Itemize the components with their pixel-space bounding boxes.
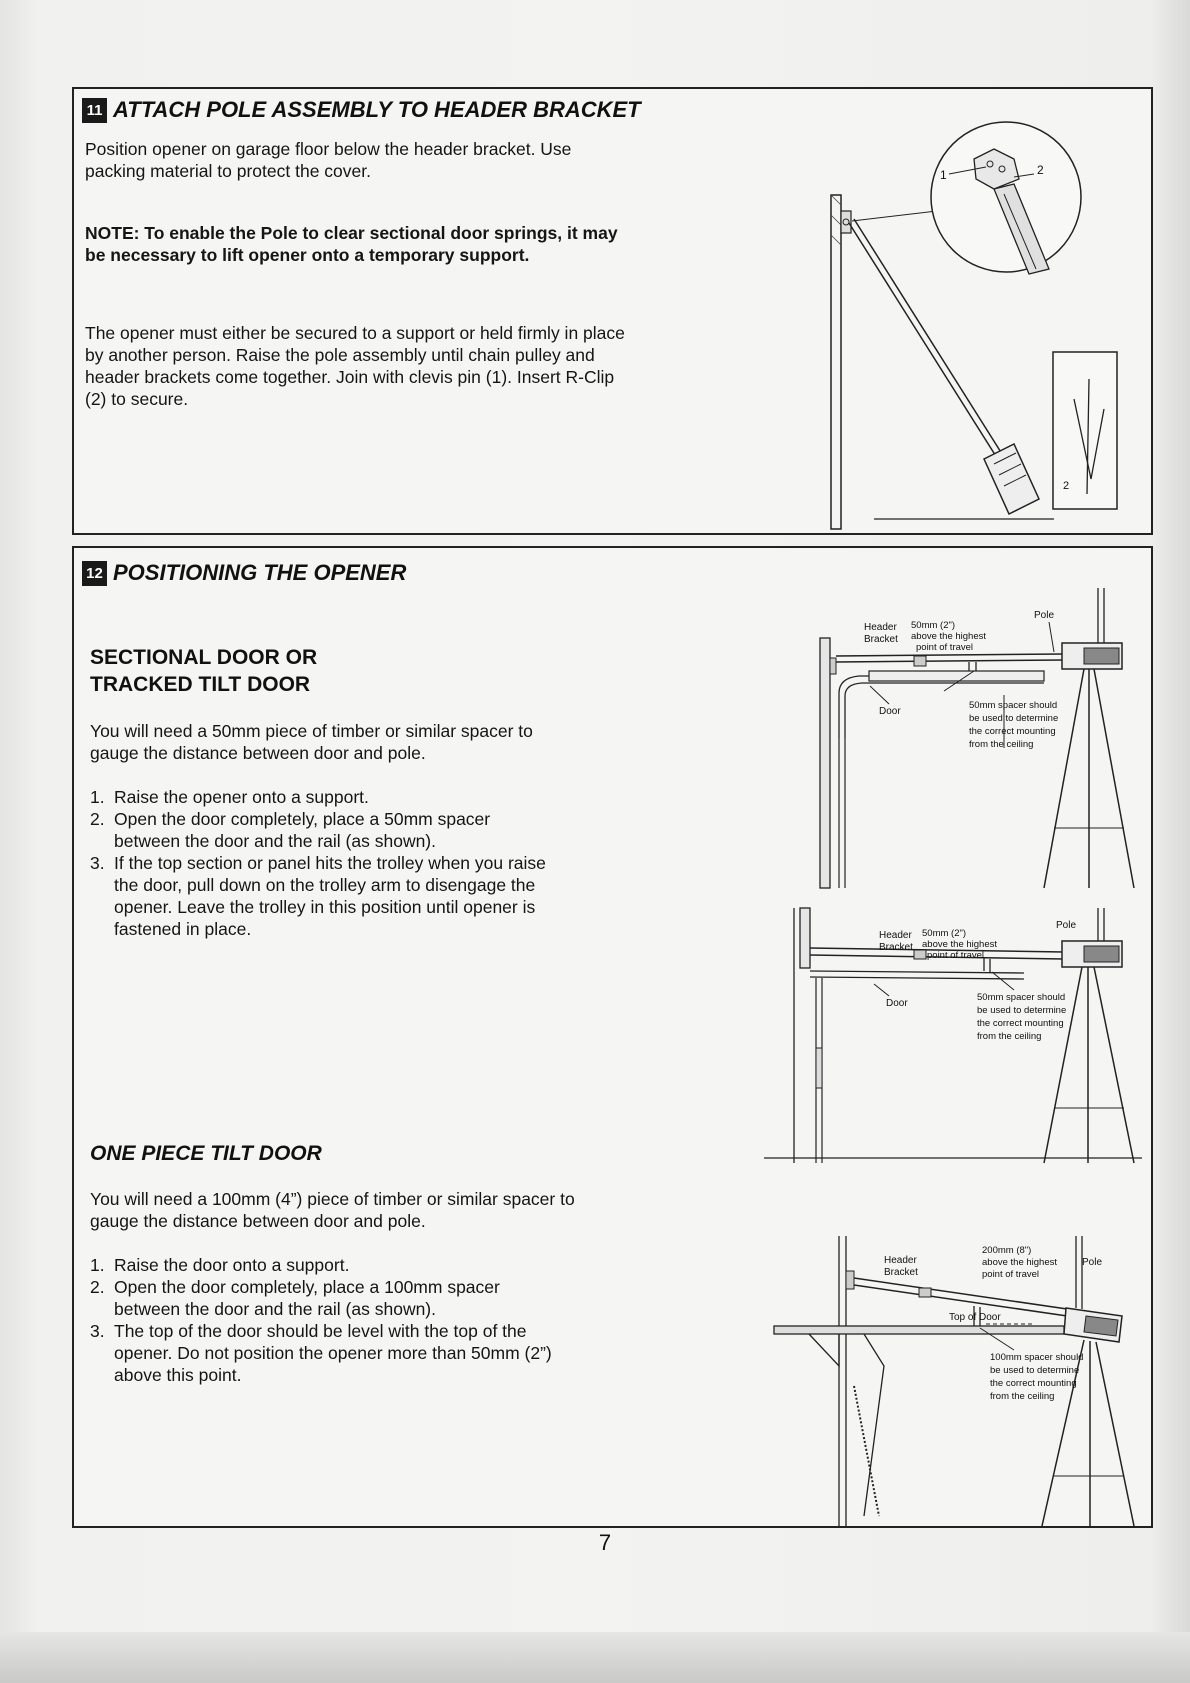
list-item: 2. Open the door completely, place a 50mm spacer between the door and the rail (as shown). xyxy=(90,809,491,851)
section-11-paragraph-2: The opener must either be secured to a support or held firmly in place by another person. Raise the pole assembly until chain pulley and header brackets come together. Join with clevis pin (1). Insert R-Clip (2) to secure. xyxy=(85,323,625,409)
step-number-badge: 11 xyxy=(82,98,107,123)
sectional-door-diagram xyxy=(744,588,1144,888)
svg-text:the correct mounting: the correct mounting xyxy=(990,1378,1077,1389)
detail-circle xyxy=(931,122,1081,274)
svg-text:the correct mounting: the correct mounting xyxy=(969,726,1056,737)
trolley xyxy=(914,656,926,666)
label-bracket: Bracket xyxy=(879,942,913,953)
label-header: Header xyxy=(884,1255,917,1266)
one-piece-tilt-door-diagram xyxy=(724,1236,1144,1526)
one-piece-door-heading: ONE PIECE TILT DOOR xyxy=(90,1142,322,1165)
wall-section xyxy=(831,195,841,529)
label-dimension: 50mm (2") xyxy=(911,620,956,631)
door-panel xyxy=(869,671,1044,681)
step-number-badge: 12 xyxy=(82,561,107,586)
header-bracket xyxy=(846,1271,854,1289)
list-item: 1. Raise the opener onto a support. xyxy=(90,787,369,807)
page-number: 7 xyxy=(598,1530,612,1555)
svg-text:from the ceiling: from the ceiling xyxy=(977,1031,1042,1042)
label-spacer: 50mm spacer should xyxy=(977,992,1066,1003)
section-positioning-opener xyxy=(72,546,1153,1528)
svg-text:from the ceiling: from the ceiling xyxy=(969,739,1034,750)
opener-unit xyxy=(1062,643,1122,669)
scan-shadow xyxy=(0,1632,1190,1683)
section-11-paragraph-1: Position opener on garage floor below the header bracket. Use packing material to protect the cover. xyxy=(85,139,572,181)
svg-text:above the highest: above the highest xyxy=(922,939,998,950)
label-bracket: Bracket xyxy=(884,1267,918,1278)
svg-text:above the highest: above the highest xyxy=(911,631,987,642)
list-item: 3. If the top section or panel hits the trolley when you raise the door, pull down on the trolley arm to disengage the opener. Leave the trolley in this position until opener is fastened in place. xyxy=(90,853,546,939)
label-dimension: 50mm (2") xyxy=(922,928,967,939)
one-piece-steps xyxy=(90,1254,560,1386)
label-pole: Pole xyxy=(1056,920,1077,931)
rail xyxy=(854,1278,1074,1310)
callout-1: 1 xyxy=(940,168,947,182)
door-arm xyxy=(809,1334,839,1366)
section-11-title: ATTACH POLE ASSEMBLY TO HEADER BRACKET xyxy=(113,97,641,122)
label-header: Header xyxy=(879,930,912,941)
svg-text:be used to determine: be used to determine xyxy=(969,713,1059,724)
opener-unit xyxy=(1064,1308,1122,1342)
label-spacer: 50mm spacer should xyxy=(969,700,1058,711)
svg-text:be used to determine: be used to determine xyxy=(977,1005,1067,1016)
svg-text:point of travel: point of travel xyxy=(916,642,974,653)
header-bracket xyxy=(830,658,836,674)
svg-text:from the ceiling: from the ceiling xyxy=(990,1391,1055,1402)
section-12-heading xyxy=(82,560,406,586)
svg-text:point of travel: point of travel xyxy=(982,1269,1040,1280)
label-top-of-door: Top of Door xyxy=(949,1312,1001,1323)
rail xyxy=(836,654,1064,656)
callout-2: 2 xyxy=(1037,163,1044,177)
inset-label-2: 2 xyxy=(1063,480,1070,492)
door-panel xyxy=(774,1326,1064,1334)
label-pole: Pole xyxy=(1034,610,1055,621)
pole-assembly-diagram xyxy=(694,119,1149,529)
list-item: 1. Raise the door onto a support. xyxy=(90,1255,350,1275)
label-door: Door xyxy=(886,998,908,1009)
r-clip-inset xyxy=(1053,352,1117,509)
label-header: Header xyxy=(864,622,897,633)
sectional-intro: You will need a 50mm piece of timber or similar spacer to gauge the distance between door and pole. xyxy=(90,721,533,763)
sectional-steps xyxy=(90,786,560,940)
label-door: Door xyxy=(879,706,901,717)
tracked-tilt-door-diagram xyxy=(724,908,1144,1168)
sectional-door-heading: SECTIONAL DOOR OR TRACKED TILT DOOR xyxy=(90,646,318,696)
section-12-title: POSITIONING THE OPENER xyxy=(113,560,407,585)
label-pole: Pole xyxy=(1082,1257,1103,1268)
svg-text:the correct mounting: the correct mounting xyxy=(977,1018,1064,1029)
label-spacer: 100mm spacer should xyxy=(990,1352,1084,1363)
list-item: 2. Open the door completely, place a 100mm spacer between the door and the rail (as shown). xyxy=(90,1277,500,1319)
section-11-heading xyxy=(82,97,641,123)
wall xyxy=(820,638,830,888)
one-piece-intro: You will need a 100mm (4”) piece of timber or similar spacer to gauge the distance between door and pole. xyxy=(90,1189,575,1231)
label-bracket: Bracket xyxy=(864,634,898,645)
svg-text:above the highest: above the highest xyxy=(982,1257,1058,1268)
svg-text:be used to determine: be used to determine xyxy=(990,1365,1080,1376)
trolley xyxy=(919,1288,931,1297)
label-dimension: 200mm (8") xyxy=(982,1245,1032,1256)
section-11-note: NOTE: To enable the Pole to clear sectional door springs, it may be necessary to lift opener onto a temporary support. xyxy=(85,223,618,265)
door-panel xyxy=(810,971,1024,973)
opener-unit xyxy=(984,444,1039,514)
opener-unit xyxy=(1062,941,1122,967)
svg-text:point of travel: point of travel xyxy=(927,950,985,961)
support-stand xyxy=(1044,669,1134,888)
trolley xyxy=(914,950,926,959)
list-item: 3. The top of the door should be level with the top of the opener. Do not position the opener more than 50mm (2”) above this point. xyxy=(90,1321,552,1385)
section-attach-pole xyxy=(72,87,1153,535)
